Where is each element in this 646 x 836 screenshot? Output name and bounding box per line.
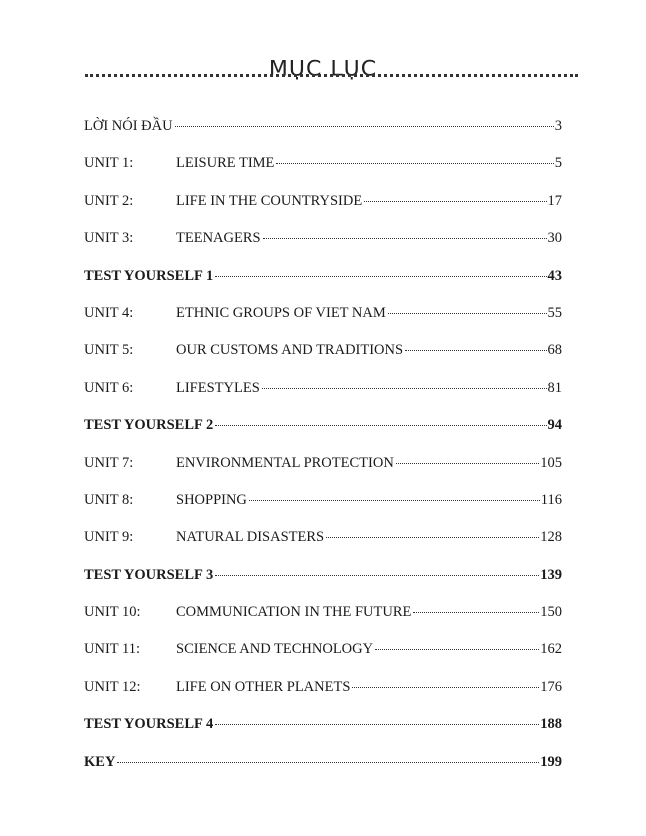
toc-entry <box>84 380 562 417</box>
toc-page-number: 5 <box>554 155 562 172</box>
toc-unit-label: UNIT 5: <box>84 342 134 359</box>
toc-entry <box>84 492 562 529</box>
toc-entry-title: LIFESTYLES <box>176 379 260 396</box>
toc-entry <box>84 118 562 155</box>
toc-page-number: 199 <box>540 753 562 770</box>
toc-unit-label: UNIT 8: <box>84 491 134 508</box>
toc-entry-title: ETHNIC GROUPS OF VIET NAM <box>176 304 386 321</box>
toc-dot-leader <box>352 687 539 688</box>
toc-unit-label: UNIT 3: <box>84 230 134 247</box>
toc-entry-title: COMMUNICATION IN THE FUTURE <box>176 604 412 621</box>
toc-entry <box>84 529 562 566</box>
toc-dot-leader <box>388 313 547 314</box>
toc-entry-title: TEST YOURSELF 4 <box>84 716 214 733</box>
toc-page-number: 3 <box>554 118 562 134</box>
toc-entry-title: KEY <box>84 753 116 770</box>
toc-dot-leader <box>405 350 546 351</box>
toc-page-number: 43 <box>547 267 562 284</box>
toc-page-number: 17 <box>547 192 562 209</box>
toc-page-number: 139 <box>540 566 562 583</box>
toc-entry <box>84 641 562 678</box>
toc-entry-title: NATURAL DISASTERS <box>176 529 325 546</box>
toc-entry-title: TEST YOURSELF 3 <box>84 566 214 583</box>
toc-entry-title: TEST YOURSELF 1 <box>84 267 214 284</box>
toc-entry <box>84 754 562 791</box>
toc-page-number: 116 <box>540 491 562 508</box>
table-of-contents <box>84 118 562 791</box>
toc-dot-leader <box>396 463 539 464</box>
toc-dot-leader <box>375 649 539 650</box>
toc-entry-title: TEENAGERS <box>176 230 261 247</box>
toc-entry <box>84 305 562 342</box>
toc-entry <box>84 567 562 604</box>
toc-entry-title: LIFE ON OTHER PLANETS <box>176 678 351 695</box>
toc-entry-title: SCIENCE AND TECHNOLOGY <box>176 641 374 658</box>
toc-dot-leader <box>326 537 539 538</box>
toc-unit-label: UNIT 1: <box>84 155 134 172</box>
toc-page-number: 30 <box>547 230 562 247</box>
toc-page-number: 176 <box>540 678 562 695</box>
toc-entry-title: LỜI NÓI ĐẦU <box>84 118 173 134</box>
toc-entry-title: LEISURE TIME <box>176 155 275 172</box>
toc-unit-label: UNIT 6: <box>84 379 134 396</box>
toc-unit-label: UNIT 7: <box>84 454 134 471</box>
toc-entry <box>84 268 562 305</box>
toc-entry <box>84 230 562 267</box>
toc-unit-label: UNIT 11: <box>84 641 140 658</box>
toc-page-number: 105 <box>540 454 562 471</box>
toc-entry-title: OUR CUSTOMS AND TRADITIONS <box>176 342 404 359</box>
toc-page-number: 94 <box>547 417 562 434</box>
toc-entry <box>84 155 562 192</box>
toc-entry <box>84 716 562 753</box>
toc-dot-leader <box>215 425 546 426</box>
toc-page-number: 162 <box>540 641 562 658</box>
toc-page-number: 68 <box>547 342 562 359</box>
toc-entry-title: ENVIRONMENTAL PROTECTION <box>176 454 394 471</box>
toc-dot-leader <box>276 163 553 164</box>
toc-unit-label: UNIT 2: <box>84 192 134 209</box>
toc-dot-leader <box>364 201 546 202</box>
toc-page-number: 188 <box>540 716 562 733</box>
toc-dot-leader <box>215 724 539 725</box>
page-title: MỤC LỤC <box>268 57 378 82</box>
toc-dot-leader <box>215 575 539 576</box>
toc-page-number: 81 <box>547 379 562 396</box>
toc-entry-title: LIFE IN THE COUNTRYSIDE <box>176 192 363 209</box>
toc-dot-leader <box>175 126 554 127</box>
toc-unit-label: UNIT 12: <box>84 678 141 695</box>
toc-dot-leader <box>263 238 547 239</box>
toc-entry <box>84 417 562 454</box>
toc-entry <box>84 455 562 492</box>
title-dotted-rule <box>85 74 578 77</box>
toc-dot-leader <box>249 500 540 501</box>
toc-entry <box>84 342 562 379</box>
toc-entry-title: TEST YOURSELF 2 <box>84 417 214 434</box>
toc-unit-label: UNIT 4: <box>84 304 134 321</box>
toc-dot-leader <box>215 276 546 277</box>
toc-unit-label: UNIT 10: <box>84 604 141 621</box>
toc-unit-label: UNIT 9: <box>84 529 134 546</box>
toc-entry-title: SHOPPING <box>176 491 247 508</box>
toc-page-number: 128 <box>540 529 562 546</box>
toc-page-number: 55 <box>547 304 562 321</box>
toc-dot-leader <box>413 612 539 613</box>
toc-dot-leader <box>262 388 547 389</box>
toc-dot-leader <box>117 762 539 763</box>
toc-entry <box>84 679 562 716</box>
toc-entry <box>84 193 562 230</box>
toc-page-number: 150 <box>540 604 562 621</box>
toc-entry <box>84 604 562 641</box>
